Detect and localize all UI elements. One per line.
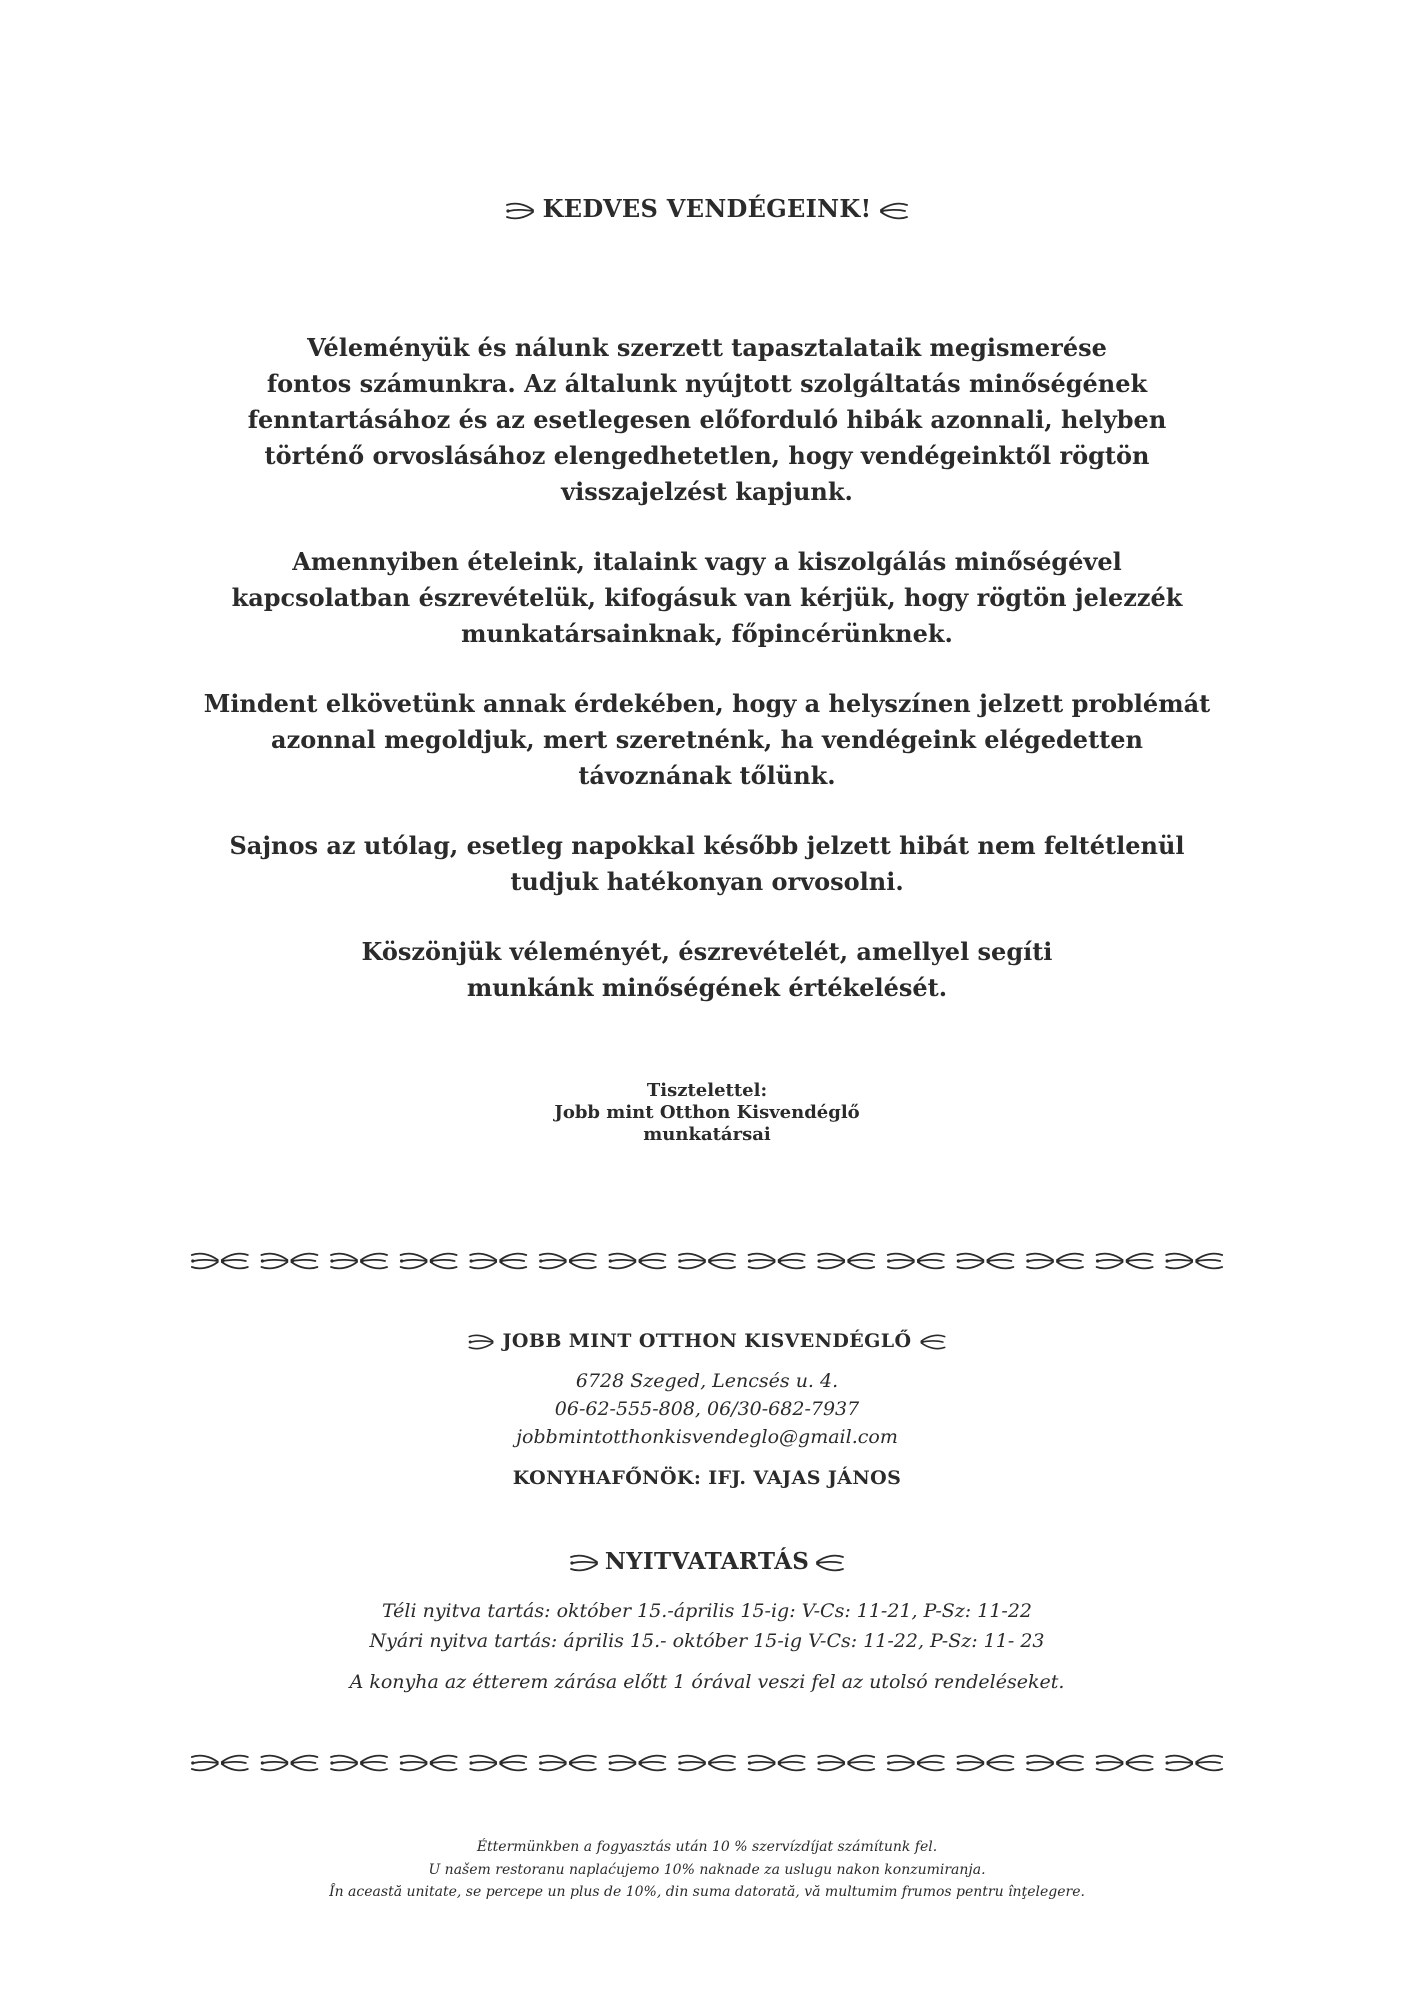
message-line: kapcsolatban észrevételük, kifogásuk van kérjük, hogy rögtön jelezzék — [231, 583, 1183, 612]
page-title — [0, 194, 1414, 223]
restaurant-name-text: JOBB MINT OTTHON KISVENDÉGLŐ — [502, 1330, 912, 1352]
page-title-text: KEDVES VENDÉGEINK! — [542, 194, 872, 223]
service-fee-note-hu: Éttermünkben a fogyasztás után 10 % szervízdíjat számítunk fel. — [476, 1839, 938, 1855]
leaf-flourish-icon — [879, 201, 909, 221]
message-paragraph — [0, 828, 1414, 900]
signature-greeting: Tisztelettel: — [646, 1080, 768, 1101]
message-line: fenntartásához és az esetlegesen előforduló hibák azonnali, helyben — [247, 405, 1167, 434]
leaf-flourish-icon — [815, 1553, 845, 1573]
leaf-flourish-icon — [467, 1333, 495, 1351]
leaf-flourish-icon — [505, 201, 535, 221]
restaurant-phone: 06-62-555-808, 06/30-682-7937 — [554, 1398, 860, 1420]
message-line: Véleményük és nálunk szerzett tapasztalataik megismerése — [307, 333, 1107, 362]
ornament-divider — [185, 1246, 1229, 1276]
restaurant-name — [0, 1330, 1414, 1352]
message-line: történő orvoslásához elengedhetetlen, hogy vendégeinktől rögtön — [264, 441, 1150, 470]
ornament-divider — [185, 1748, 1229, 1778]
message-line: munkánk minőségének értékelését. — [466, 973, 948, 1002]
signature-block — [0, 1080, 1414, 1146]
restaurant-address: 6728 Szeged, Lencsés u. 4. — [575, 1370, 839, 1392]
message-line: Amennyiben ételeink, italaink vagy a kiszolgálás minőségével — [292, 547, 1122, 576]
opening-hours-title — [0, 1548, 1414, 1575]
message-line: Sajnos az utólag, esetleg napokkal később jelzett hibát nem feltétlenül — [229, 831, 1185, 860]
opening-hours-title-text: NYITVATARTÁS — [604, 1548, 810, 1575]
message-line: távoznának tőlünk. — [578, 761, 836, 790]
signature-staff: munkatársai — [643, 1124, 771, 1145]
head-chef: KONYHAFŐNÖK: IFJ. VAJAS JÁNOS — [512, 1467, 902, 1489]
message-line: munkatársainknak, főpincérünknek. — [461, 619, 953, 648]
message-paragraph — [0, 544, 1414, 652]
message-paragraph — [0, 330, 1414, 510]
message-line: fontos számunkra. Az általunk nyújtott szolgáltatás minőségének — [266, 369, 1148, 398]
signature-name: Jobb mint Otthon Kisvendéglő — [554, 1102, 860, 1123]
message-line: Mindent elkövetünk annak érdekében, hogy a helyszínen jelzett problémát — [203, 689, 1211, 718]
message-line: tudjuk hatékonyan orvosolni. — [510, 867, 904, 896]
message-paragraph — [0, 686, 1414, 794]
service-fee-note-ro: În această unitate, se percepe un plus de 10%, din suma datorată, vă multumim frumos pentru înţelegere. — [329, 1884, 1085, 1900]
service-fee-note-hr: U našem restoranu naplaćujemo 10% naknade za uslugu nakon konzumiranja. — [428, 1862, 986, 1878]
message-line: azonnal megoldjuk, mert szeretnénk, ha vendégeink elégedetten — [271, 725, 1143, 754]
leaf-flourish-icon — [569, 1553, 599, 1573]
winter-hours: Téli nyitva tartás: október 15.-április 15-ig: V-Cs: 11-21, P-Sz: 11-22 — [381, 1600, 1033, 1622]
message-line: visszajelzést kapjunk. — [561, 477, 853, 506]
restaurant-email: jobbmintotthonkisvendeglo@gmail.com — [516, 1426, 898, 1448]
message-paragraph — [0, 934, 1414, 1006]
kitchen-closing-note: A konyha az étterem zárása előtt 1 órával veszi fel az utolsó rendeléseket. — [349, 1671, 1065, 1693]
leaf-flourish-icon — [919, 1333, 947, 1351]
message-line: Köszönjük véleményét, észrevételét, amellyel segíti — [361, 937, 1053, 966]
summer-hours: Nyári nyitva tartás: április 15.- október 15-ig V-Cs: 11-22, P-Sz: 11- 23 — [369, 1630, 1045, 1652]
